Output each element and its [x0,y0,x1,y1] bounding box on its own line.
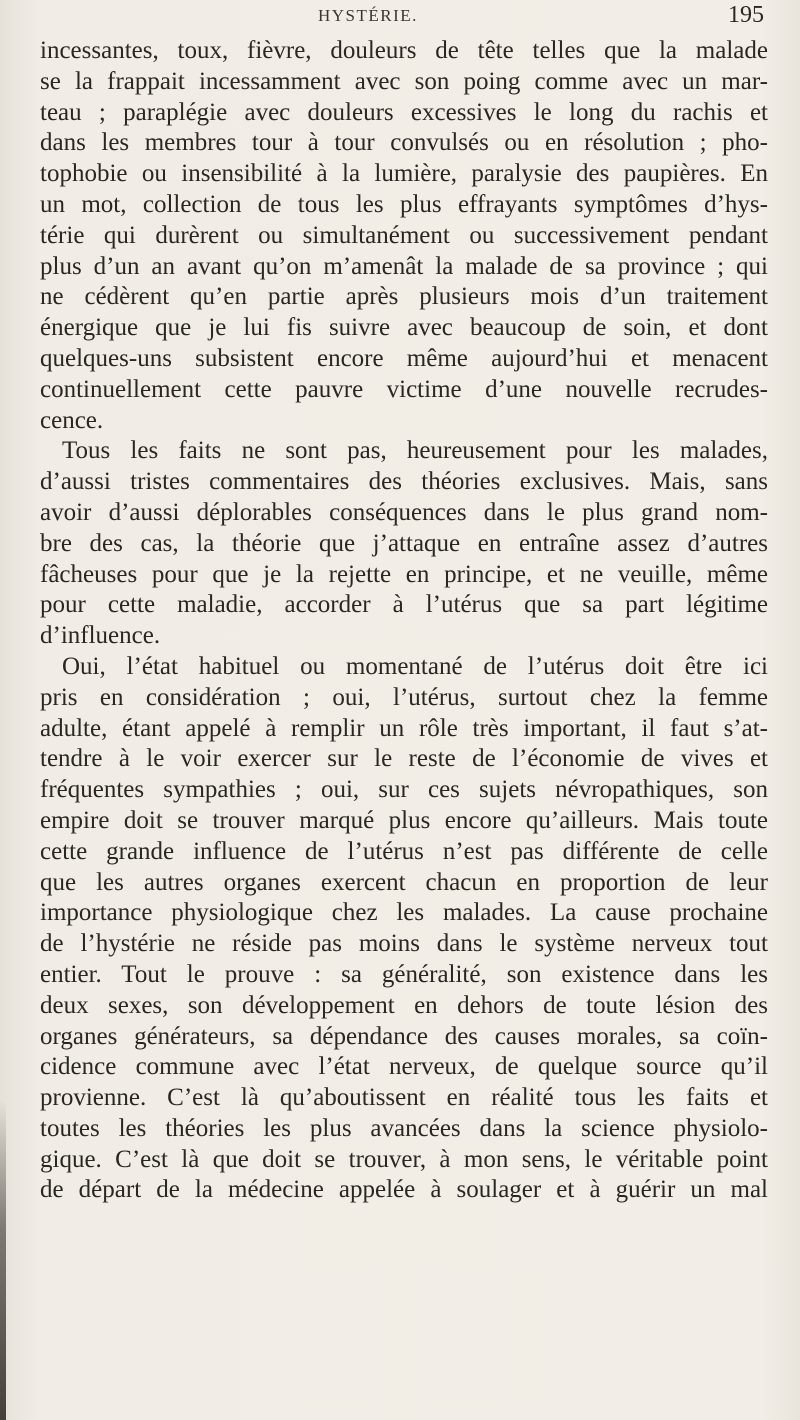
text-line: que les autres organes exercent chacun en proportion de leur [40,868,768,896]
text-line: pris en considération ; oui, l’utérus, surtout chez la femme [40,683,768,711]
text-line: quelques-uns subsistent encore même aujourd’hui et menacent [40,344,768,372]
page-number: 195 [728,2,764,28]
text-line: fâcheuses pour que je la rejette en principe, et ne veuille, même [40,560,768,588]
text-line: Tous les faits ne sont pas, heureusement pour les malades, [62,437,768,465]
text-line: importance physiologique chez les malades. La cause prochaine [40,899,768,927]
text-line: de l’hystérie ne réside pas moins dans le système nerveux tout [40,930,768,958]
text-line: teau ; paraplégie avec douleurs excessives le long du rachis et [40,98,768,126]
text-line: cette grande influence de l’utérus n’est pas différente de celle [40,837,768,865]
text-line: énergique que je lui fis suivre avec beaucoup de soin, et dont [40,314,768,342]
text-line: dans les membres tour à tour convulsés ou en résolution ; pho- [40,129,768,157]
text-line: provienne. C’est là qu’aboutissent en réalité tous les faits et [40,1084,768,1112]
text-line: ne cédèrent qu’en partie après plusieurs mois d’un traitement [40,283,768,311]
text-line: entier. Tout le prouve : sa généralité, son existence dans les [40,960,768,988]
text-line: deux sexes, son développement en dehors de toute lésion des [40,991,768,1019]
text-line: bre des cas, la théorie que j’attaque en entraîne assez d’autres [40,529,768,557]
text-line: tophobie ou insensibilité à la lumière, paralysie des paupières. En [40,160,768,188]
body-text [40,36,768,1206]
text-line: continuellement cette pauvre victime d’une nouvelle recrudes- [40,375,768,403]
text-line: avoir d’aussi déplorables conséquences dans le plus grand nom- [40,498,768,526]
text-line: incessantes, toux, fièvre, douleurs de tête telles que la malade [40,37,768,64]
text-line: pour cette maladie, accorder à l’utérus que sa part légitime [40,591,768,619]
text-line: d’aussi tristes commentaires des théories exclusives. Mais, sans [40,468,768,496]
text-line: adulte, étant appelé à remplir un rôle très important, il faut s’at- [40,714,768,742]
text-line: se la frappait incessamment avec son poing comme avec un mar- [40,67,768,95]
text-line: cidence commune avec l’état nerveux, de quelque source qu’il [40,1053,768,1081]
running-head: HYSTÉRIE. [318,6,418,25]
text-line: d’influence. [40,622,161,650]
text-line: toutes les théories les plus avancées dans la science physiolo- [40,1114,768,1142]
text-line: cence. [40,406,104,434]
text-line: tendre à le voir exercer sur le reste de l’économie de vives et [40,745,768,773]
text-line: Oui, l’état habituel ou momentané de l’utérus doit être ici [62,652,768,680]
text-line: térie qui durèrent ou simultanément ou successivement pendant [40,221,768,249]
text-line: gique. C’est là que doit se trouver, à mon sens, le véritable point [40,1145,768,1173]
page-binding-shadow [0,1100,6,1420]
text-line: plus d’un an avant qu’on m’amenât la malade de sa province ; qui [40,252,768,280]
text-line: empire doit se trouver marqué plus encore qu’ailleurs. Mais toute [40,806,768,834]
text-line: de départ de la médecine appelée à soulager et à guérir un mal [40,1176,768,1204]
page-header [0,2,800,30]
text-line: fréquentes sympathies ; oui, sur ces sujets névropathiques, son [40,776,768,804]
text-line: organes générateurs, sa dépendance des causes morales, sa coïn- [40,1022,768,1050]
text-line: un mot, collection de tous les plus effrayants symptômes d’hys- [40,190,768,218]
